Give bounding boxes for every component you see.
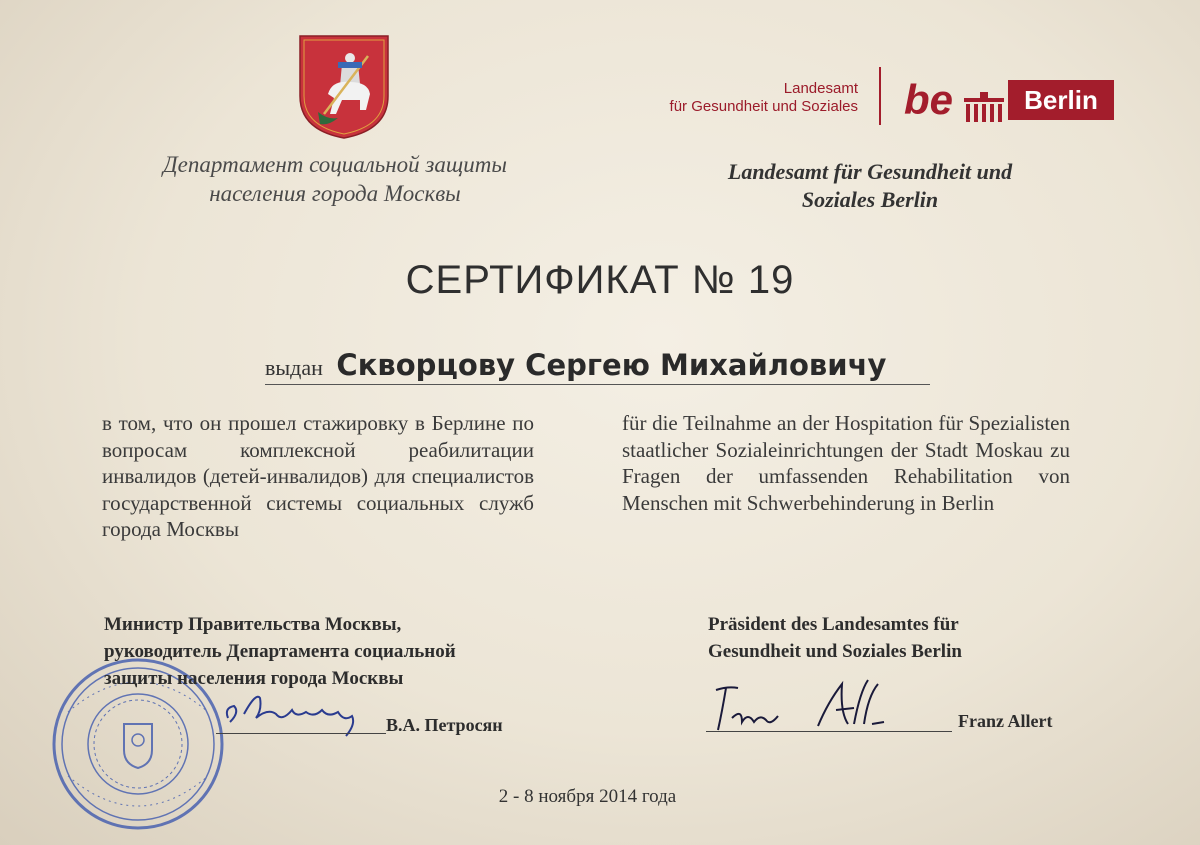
signature-ru [216, 688, 386, 743]
certificate-date: 2 - 8 ноября 2014 года [498, 786, 677, 807]
recipient-name: Скворцову Сергею Михайловичу [336, 348, 887, 382]
lageso-logo-text: Landesamt für Gesundheit und Soziales [669, 80, 858, 115]
be-logo-text: be [904, 76, 954, 123]
moscow-coat-of-arms-icon [298, 34, 390, 140]
certificate-text-de: für die Teilnahme an der Hospitation für Spezialisten staatlicher Sozialeinrichtungen der Stadt Moskau zu Fragen der umfassenden Rehabilitation von Menschen mit Schwerbehinderung in Berlin [622, 411, 1070, 515]
department-name-ru: Департамент социальной защиты населения города Москвы [163, 152, 507, 206]
signature-line-de [706, 731, 952, 732]
signer-name-ru: В.А. Петросян [386, 715, 503, 735]
signer-name-de: Franz Allert [958, 711, 1053, 731]
signatory-title-de: Präsident des Landesamtes für Gesundheit und Soziales Berlin [708, 614, 962, 662]
be-berlin-logo [902, 76, 1114, 124]
certificate-title: СЕРТИФИКАТ № 19 [405, 258, 795, 302]
brandenburg-gate-icon [964, 92, 1004, 122]
department-name-de: Landesamt für Gesundheit und Soziales Berlin [727, 159, 1013, 212]
signatory-title-ru: Министр Правительства Москвы, руководитель Департамента социальной защиты населения города Москвы [104, 614, 456, 689]
recipient-underline [265, 384, 930, 385]
issued-prefix: выдан [265, 355, 323, 380]
berlin-logo-text: Berlin [1024, 85, 1098, 115]
issued-to [265, 348, 886, 382]
signature-line-ru [216, 733, 386, 734]
certificate-text-ru: в том, что он прошел стажировку в Берлине по вопросам комплексной реабилитации инвалидов (детей-инвалидов) для специалистов государственной системы социальных служб города Москвы [102, 411, 534, 541]
logo-divider [879, 67, 881, 125]
